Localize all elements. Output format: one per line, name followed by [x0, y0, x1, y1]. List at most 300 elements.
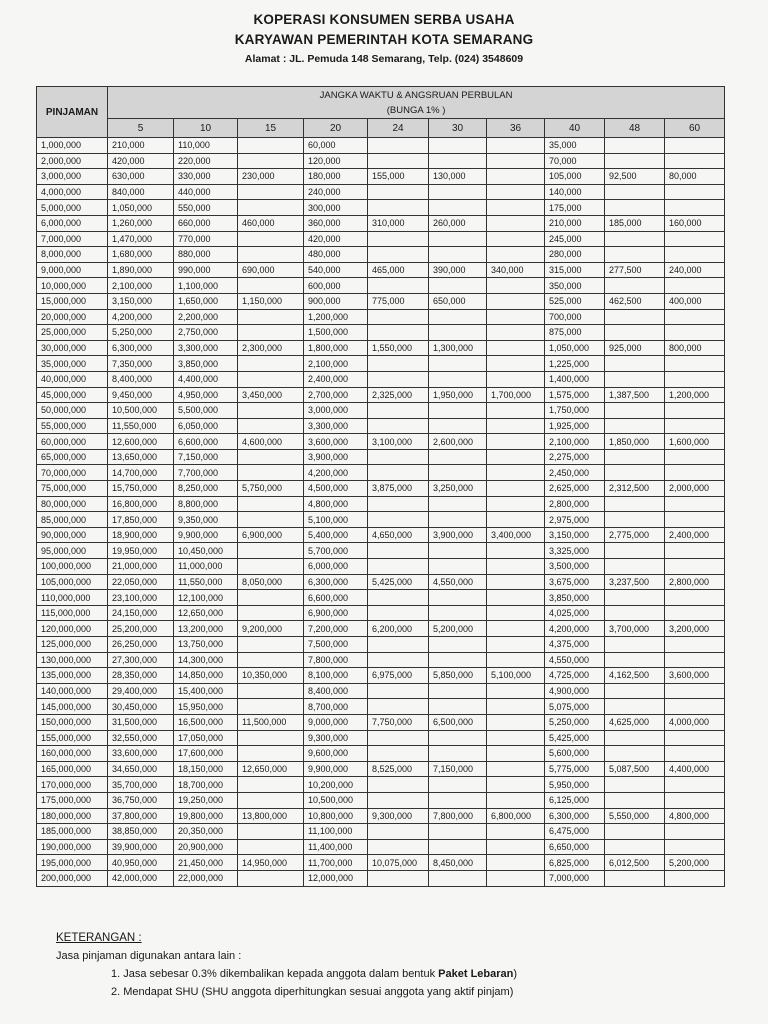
installment-cell: 9,900,000 — [174, 527, 238, 543]
installment-cell — [487, 683, 545, 699]
installment-cell: 1,225,000 — [545, 356, 605, 372]
loan-amount-cell: 25,000,000 — [37, 325, 108, 341]
installment-cell — [487, 449, 545, 465]
installment-cell — [368, 356, 429, 372]
installment-cell — [665, 418, 725, 434]
installment-cell: 5,775,000 — [545, 761, 605, 777]
installment-cell: 9,350,000 — [174, 512, 238, 528]
installment-cell — [238, 792, 304, 808]
installment-cell — [368, 247, 429, 263]
installment-cell — [238, 278, 304, 294]
installment-cell — [487, 340, 545, 356]
installment-cell: 110,000 — [174, 138, 238, 154]
installment-cell: 7,700,000 — [174, 465, 238, 481]
notes-section — [56, 932, 517, 1004]
installment-cell: 6,900,000 — [304, 605, 368, 621]
installment-cell: 2,800,000 — [545, 496, 605, 512]
installment-cell: 390,000 — [429, 262, 487, 278]
installment-cell — [487, 512, 545, 528]
installment-cell — [238, 730, 304, 746]
installment-cell: 10,075,000 — [368, 855, 429, 871]
loan-amount-cell: 50,000,000 — [37, 403, 108, 419]
loan-amount-cell: 100,000,000 — [37, 559, 108, 575]
notes-item-1-suffix: ) — [513, 968, 518, 980]
installment-cell: 2,275,000 — [545, 449, 605, 465]
installment-cell — [429, 777, 487, 793]
installment-cell: 1,890,000 — [108, 262, 174, 278]
term-header: 40 — [545, 119, 605, 138]
term-header-row — [37, 119, 725, 138]
installment-cell: 11,550,000 — [108, 418, 174, 434]
installment-cell: 925,000 — [605, 340, 665, 356]
installment-cell: 1,387,500 — [605, 387, 665, 403]
table-row — [37, 714, 725, 730]
installment-cell: 3,200,000 — [665, 621, 725, 637]
installment-cell — [368, 138, 429, 154]
table-row — [37, 325, 725, 341]
loan-amount-cell: 60,000,000 — [37, 434, 108, 450]
table-row — [37, 387, 725, 403]
table-row — [37, 746, 725, 762]
loan-amount-cell: 130,000,000 — [37, 652, 108, 668]
installment-cell — [665, 403, 725, 419]
installment-cell: 440,000 — [174, 184, 238, 200]
installment-cell — [429, 184, 487, 200]
installment-cell — [238, 605, 304, 621]
installment-cell: 550,000 — [174, 200, 238, 216]
loan-amount-cell: 150,000,000 — [37, 714, 108, 730]
installment-cell: 240,000 — [665, 262, 725, 278]
installment-cell: 525,000 — [545, 293, 605, 309]
installment-cell: 2,100,000 — [108, 278, 174, 294]
installment-cell: 5,700,000 — [304, 543, 368, 559]
installment-cell — [368, 418, 429, 434]
installment-cell: 26,250,000 — [108, 637, 174, 653]
table-row — [37, 293, 725, 309]
installment-cell: 4,600,000 — [238, 434, 304, 450]
installment-cell: 2,450,000 — [545, 465, 605, 481]
installment-cell: 690,000 — [238, 262, 304, 278]
installment-cell: 700,000 — [545, 309, 605, 325]
installment-cell: 17,850,000 — [108, 512, 174, 528]
installment-cell — [429, 839, 487, 855]
installment-cell: 34,650,000 — [108, 761, 174, 777]
installment-cell: 2,000,000 — [665, 481, 725, 497]
installment-cell: 8,700,000 — [304, 699, 368, 715]
installment-cell — [487, 714, 545, 730]
installment-cell — [368, 699, 429, 715]
table-row — [37, 824, 725, 840]
installment-cell: 1,300,000 — [429, 340, 487, 356]
installment-cell — [487, 293, 545, 309]
table-row — [37, 683, 725, 699]
installment-cell — [368, 309, 429, 325]
loan-amount-cell: 2,000,000 — [37, 153, 108, 169]
installment-cell: 14,950,000 — [238, 855, 304, 871]
installment-cell: 17,050,000 — [174, 730, 238, 746]
notes-item-1-text: 1. Jasa sebesar 0.3% dikembalikan kepada anggota dalam bentuk — [111, 968, 439, 980]
installment-cell — [429, 559, 487, 575]
loan-amount-cell: 30,000,000 — [37, 340, 108, 356]
installment-cell: 4,625,000 — [605, 714, 665, 730]
table-row — [37, 559, 725, 575]
installment-cell: 4,200,000 — [304, 465, 368, 481]
installment-cell — [238, 652, 304, 668]
installment-cell: 420,000 — [304, 231, 368, 247]
installment-cell: 5,075,000 — [545, 699, 605, 715]
installment-cell: 1,550,000 — [368, 340, 429, 356]
installment-cell — [238, 356, 304, 372]
installment-cell: 7,750,000 — [368, 714, 429, 730]
installment-cell: 3,600,000 — [304, 434, 368, 450]
installment-cell: 4,900,000 — [545, 683, 605, 699]
installment-cell: 3,325,000 — [545, 543, 605, 559]
installment-cell: 315,000 — [545, 262, 605, 278]
installment-cell — [368, 231, 429, 247]
installment-cell: 24,150,000 — [108, 605, 174, 621]
installment-cell: 130,000 — [429, 169, 487, 185]
installment-cell — [487, 403, 545, 419]
installment-cell — [238, 465, 304, 481]
installment-cell: 19,950,000 — [108, 543, 174, 559]
installment-cell: 8,400,000 — [108, 371, 174, 387]
table-row — [37, 512, 725, 528]
installment-cell: 1,470,000 — [108, 231, 174, 247]
installment-cell: 210,000 — [108, 138, 174, 154]
installment-cell — [487, 824, 545, 840]
installment-cell — [238, 153, 304, 169]
installment-cell: 1,050,000 — [108, 200, 174, 216]
table-row — [37, 449, 725, 465]
installment-cell — [605, 449, 665, 465]
installment-cell: 5,250,000 — [545, 714, 605, 730]
loan-amount-cell: 165,000,000 — [37, 761, 108, 777]
installment-cell: 1,200,000 — [304, 309, 368, 325]
installment-cell: 3,300,000 — [174, 340, 238, 356]
installment-cell: 775,000 — [368, 293, 429, 309]
installment-cell: 12,650,000 — [174, 605, 238, 621]
installment-cell — [487, 418, 545, 434]
loan-amount-cell: 1,000,000 — [37, 138, 108, 154]
installment-cell — [605, 870, 665, 886]
installment-cell — [238, 138, 304, 154]
installment-cell: 4,025,000 — [545, 605, 605, 621]
table-row — [37, 278, 725, 294]
installment-cell — [605, 371, 665, 387]
installment-cell — [487, 559, 545, 575]
installment-cell: 900,000 — [304, 293, 368, 309]
installment-cell — [429, 699, 487, 715]
org-address: Alamat : JL. Pemuda 148 Semarang, Telp. (024) 3548609 — [244, 53, 524, 65]
table-row — [37, 138, 725, 154]
installment-cell: 13,800,000 — [238, 808, 304, 824]
installment-cell: 1,600,000 — [665, 434, 725, 450]
term-header: 24 — [368, 119, 429, 138]
installment-cell: 5,600,000 — [545, 746, 605, 762]
installment-cell: 3,700,000 — [605, 621, 665, 637]
installment-table — [36, 86, 725, 887]
installment-cell — [429, 512, 487, 528]
installment-cell: 11,000,000 — [174, 559, 238, 575]
installment-cell: 9,600,000 — [304, 746, 368, 762]
installment-cell: 185,000 — [605, 215, 665, 231]
installment-cell: 5,100,000 — [304, 512, 368, 528]
loan-amount-cell: 4,000,000 — [37, 184, 108, 200]
installment-cell — [605, 683, 665, 699]
installment-cell: 4,800,000 — [304, 496, 368, 512]
installment-cell — [238, 777, 304, 793]
installment-cell: 5,100,000 — [487, 668, 545, 684]
installment-cell — [487, 169, 545, 185]
installment-cell: 160,000 — [665, 215, 725, 231]
table-row — [37, 153, 725, 169]
installment-cell: 2,100,000 — [304, 356, 368, 372]
installment-cell: 600,000 — [304, 278, 368, 294]
installment-cell — [368, 839, 429, 855]
loan-amount-cell: 120,000,000 — [37, 621, 108, 637]
installment-cell: 2,200,000 — [174, 309, 238, 325]
installment-cell — [429, 449, 487, 465]
installment-cell: 11,700,000 — [304, 855, 368, 871]
installment-cell — [368, 652, 429, 668]
loan-amount-cell: 95,000,000 — [37, 543, 108, 559]
installment-cell: 840,000 — [108, 184, 174, 200]
installment-cell — [487, 839, 545, 855]
installment-cell: 2,625,000 — [545, 481, 605, 497]
table-row — [37, 870, 725, 886]
loan-amount-cell: 195,000,000 — [37, 855, 108, 871]
installment-cell — [368, 792, 429, 808]
installment-cell: 2,300,000 — [238, 340, 304, 356]
installment-cell — [665, 247, 725, 263]
installment-cell: 2,400,000 — [304, 371, 368, 387]
installment-cell: 13,750,000 — [174, 637, 238, 653]
installment-cell: 39,900,000 — [108, 839, 174, 855]
installment-cell: 70,000 — [545, 153, 605, 169]
installment-cell: 14,850,000 — [174, 668, 238, 684]
term-group-title: JANGKA WAKTU & ANGSRUAN PERBULAN — [319, 89, 513, 101]
installment-cell — [368, 449, 429, 465]
installment-cell — [238, 870, 304, 886]
table-row — [37, 590, 725, 606]
installment-cell: 460,000 — [238, 215, 304, 231]
installment-cell: 630,000 — [108, 169, 174, 185]
installment-cell: 6,300,000 — [304, 574, 368, 590]
installment-cell — [487, 481, 545, 497]
installment-cell — [605, 824, 665, 840]
installment-cell: 29,400,000 — [108, 683, 174, 699]
installment-cell — [368, 683, 429, 699]
installment-cell: 30,450,000 — [108, 699, 174, 715]
installment-cell — [429, 465, 487, 481]
installment-cell — [487, 325, 545, 341]
installment-cell: 40,950,000 — [108, 855, 174, 871]
installment-cell: 11,500,000 — [238, 714, 304, 730]
installment-cell — [368, 746, 429, 762]
installment-cell — [605, 325, 665, 341]
installment-cell: 1,750,000 — [545, 403, 605, 419]
installment-cell: 2,100,000 — [545, 434, 605, 450]
installment-cell — [368, 465, 429, 481]
installment-cell — [487, 777, 545, 793]
installment-cell: 10,500,000 — [304, 792, 368, 808]
installment-cell — [429, 496, 487, 512]
installment-cell — [429, 683, 487, 699]
installment-cell — [605, 637, 665, 653]
installment-cell: 1,925,000 — [545, 418, 605, 434]
installment-cell — [665, 184, 725, 200]
installment-cell: 4,000,000 — [665, 714, 725, 730]
loan-amount-cell: 180,000,000 — [37, 808, 108, 824]
document-header — [0, 10, 768, 68]
installment-cell — [487, 465, 545, 481]
installment-cell — [665, 200, 725, 216]
installment-cell — [368, 637, 429, 653]
term-header: 36 — [487, 119, 545, 138]
installment-cell — [238, 512, 304, 528]
installment-cell — [238, 418, 304, 434]
installment-cell — [487, 138, 545, 154]
table-row — [37, 247, 725, 263]
installment-cell — [429, 870, 487, 886]
notes-item-1 — [111, 968, 517, 980]
loan-amount-cell: 80,000,000 — [37, 496, 108, 512]
installment-cell: 60,000 — [304, 138, 368, 154]
installment-cell — [665, 278, 725, 294]
table-row — [37, 481, 725, 497]
installment-cell: 15,750,000 — [108, 481, 174, 497]
installment-cell: 7,150,000 — [174, 449, 238, 465]
installment-cell — [238, 746, 304, 762]
installment-cell: 220,000 — [174, 153, 238, 169]
installment-cell — [605, 309, 665, 325]
installment-cell: 10,200,000 — [304, 777, 368, 793]
installment-cell: 12,650,000 — [238, 761, 304, 777]
installment-cell — [429, 637, 487, 653]
loan-amount-cell: 135,000,000 — [37, 668, 108, 684]
installment-cell: 27,300,000 — [108, 652, 174, 668]
installment-cell: 8,525,000 — [368, 761, 429, 777]
installment-cell — [429, 371, 487, 387]
installment-cell — [665, 824, 725, 840]
installment-cell — [487, 699, 545, 715]
installment-cell: 4,650,000 — [368, 527, 429, 543]
loan-column-header: PINJAMAN — [37, 87, 108, 138]
installment-cell — [429, 730, 487, 746]
installment-cell — [605, 184, 665, 200]
installment-cell: 4,200,000 — [545, 621, 605, 637]
loan-amount-cell: 160,000,000 — [37, 746, 108, 762]
installment-cell — [238, 637, 304, 653]
table-row — [37, 309, 725, 325]
table-row — [37, 184, 725, 200]
installment-cell — [238, 543, 304, 559]
installment-cell: 16,500,000 — [174, 714, 238, 730]
installment-cell: 3,600,000 — [665, 668, 725, 684]
table-body — [37, 138, 725, 887]
installment-cell: 7,800,000 — [304, 652, 368, 668]
installment-cell: 17,600,000 — [174, 746, 238, 762]
installment-cell: 9,450,000 — [108, 387, 174, 403]
term-header: 60 — [665, 119, 725, 138]
installment-cell: 7,500,000 — [304, 637, 368, 653]
installment-cell — [665, 746, 725, 762]
installment-cell: 875,000 — [545, 325, 605, 341]
installment-cell: 3,250,000 — [429, 481, 487, 497]
installment-cell: 8,100,000 — [304, 668, 368, 684]
installment-cell: 2,600,000 — [429, 434, 487, 450]
table-row — [37, 403, 725, 419]
installment-cell: 260,000 — [429, 215, 487, 231]
installment-cell: 210,000 — [545, 215, 605, 231]
table-row — [37, 527, 725, 543]
installment-cell: 12,000,000 — [304, 870, 368, 886]
installment-cell — [429, 356, 487, 372]
installment-cell — [368, 870, 429, 886]
installment-cell: 245,000 — [545, 231, 605, 247]
installment-cell: 6,300,000 — [545, 808, 605, 824]
loan-amount-cell: 170,000,000 — [37, 777, 108, 793]
loan-amount-cell: 8,000,000 — [37, 247, 108, 263]
installment-cell: 20,900,000 — [174, 839, 238, 855]
installment-cell — [665, 371, 725, 387]
installment-cell: 140,000 — [545, 184, 605, 200]
loan-amount-cell: 85,000,000 — [37, 512, 108, 528]
loan-amount-cell: 145,000,000 — [37, 699, 108, 715]
installment-cell: 4,800,000 — [665, 808, 725, 824]
installment-cell: 3,850,000 — [174, 356, 238, 372]
installment-cell: 20,350,000 — [174, 824, 238, 840]
installment-cell: 35,000 — [545, 138, 605, 154]
installment-cell — [665, 683, 725, 699]
installment-cell — [368, 543, 429, 559]
installment-cell — [238, 371, 304, 387]
notes-intro: Jasa pinjaman digunakan antara lain : — [56, 950, 242, 962]
table-row — [37, 574, 725, 590]
installment-cell — [487, 278, 545, 294]
installment-cell: 1,850,000 — [605, 434, 665, 450]
installment-cell: 2,775,000 — [605, 527, 665, 543]
table-row — [37, 543, 725, 559]
installment-cell — [487, 590, 545, 606]
installment-cell — [487, 605, 545, 621]
installment-cell: 13,200,000 — [174, 621, 238, 637]
table-row — [37, 621, 725, 637]
installment-cell: 14,300,000 — [174, 652, 238, 668]
installment-cell — [487, 434, 545, 450]
installment-cell — [487, 621, 545, 637]
installment-cell — [487, 855, 545, 871]
loan-amount-cell: 5,000,000 — [37, 200, 108, 216]
installment-cell: 8,450,000 — [429, 855, 487, 871]
installment-cell: 1,400,000 — [545, 371, 605, 387]
installment-cell: 18,700,000 — [174, 777, 238, 793]
installment-cell — [665, 465, 725, 481]
installment-cell — [605, 278, 665, 294]
installment-cell — [605, 746, 665, 762]
installment-cell — [429, 403, 487, 419]
installment-cell — [665, 559, 725, 575]
table-row — [37, 169, 725, 185]
notes-item-1-bold: Paket Lebaran — [438, 968, 514, 980]
installment-cell: 880,000 — [174, 247, 238, 263]
installment-cell: 21,000,000 — [108, 559, 174, 575]
installment-cell — [665, 231, 725, 247]
installment-cell: 36,750,000 — [108, 792, 174, 808]
loan-amount-cell: 65,000,000 — [37, 449, 108, 465]
installment-cell: 350,000 — [545, 278, 605, 294]
installment-cell: 2,700,000 — [304, 387, 368, 403]
